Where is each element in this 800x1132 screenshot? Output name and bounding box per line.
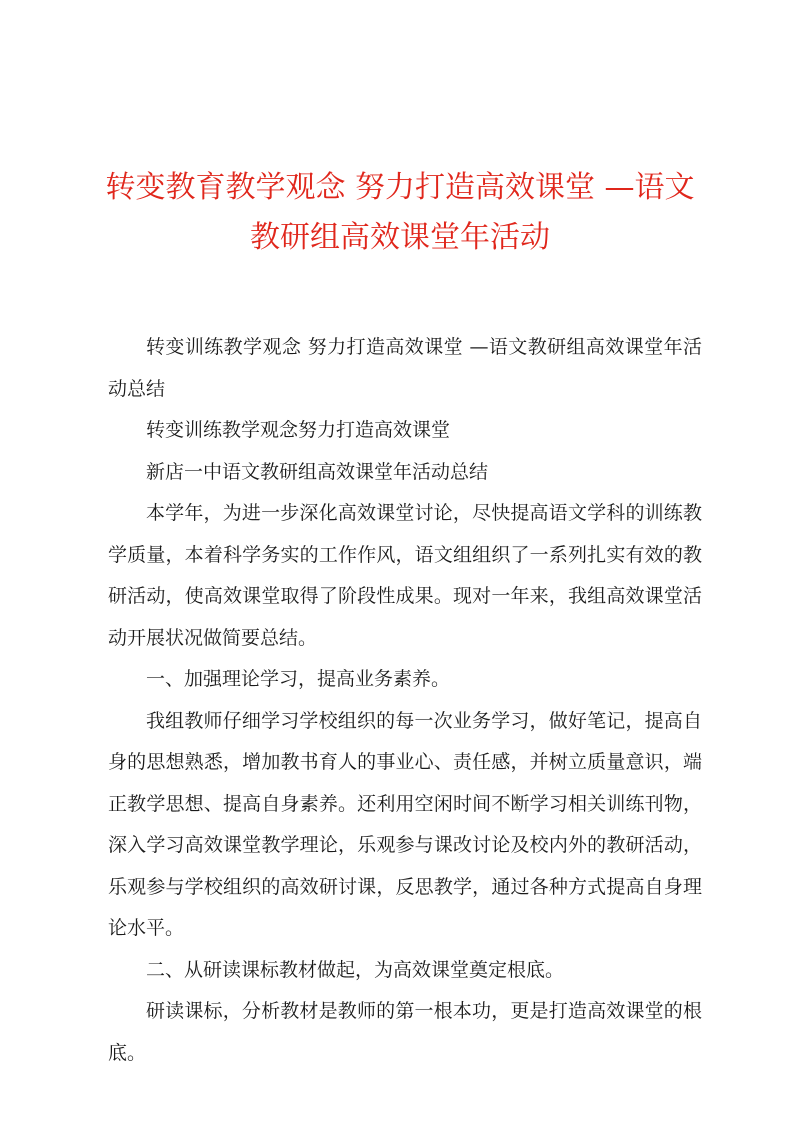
section-heading-2: 二、从研读课标教材做起，为高效课堂奠定根底。 xyxy=(146,958,565,981)
paragraph-section-2: 研读课标，分析教材是教师的第一根本功，更是打造高效课堂的根底。 xyxy=(108,1000,702,1064)
paragraph-section-1: 我组教师仔细学习学校组织的每一次业务学习，做好笔记，提高自身的思想熟悉，增加教书育人的事业心、责任感，并树立质量意识，端正教学思想、提高自身素养。还利用空闲时间不断学习相关训练刊物，深入学习高效课堂教学理论，乐观参与课改讨论及校内外的教研活动，乐观参与学校组织的高效研讨课，反思教学，通过各种方式提高自身理论水平。 xyxy=(108,709,702,939)
document-title xyxy=(90,163,710,263)
section-heading-1: 一、加强理论学习，提高业务素养。 xyxy=(146,668,451,690)
paragraph-intro: 本学年，为进一步深化高效课堂讨论，尽快提高语文学科的训练教学质量，本着科学务实的工作作风，语文组组织了一系列扎实有效的教研活动，使高效课堂取得了阶段性成果。现对一年来，我组高效课堂活动开展状况做简要总结。 xyxy=(108,502,702,649)
paragraph-summary-heading: 转变训练教学观念 努力打造高效课堂 —语文教研组高效课堂年活动总结 xyxy=(108,336,702,400)
paragraph-subtitle: 转变训练教学观念努力打造高效课堂 xyxy=(146,419,451,441)
paragraph-school-title: 新店一中语文教研组高效课堂年活动总结 xyxy=(146,460,489,483)
title-line-2: 教研组高效课堂年活动 xyxy=(250,220,550,255)
title-line-1: 转变教育教学观念 努力打造高效课堂 —语文 xyxy=(105,170,695,205)
document-body xyxy=(108,327,702,1074)
